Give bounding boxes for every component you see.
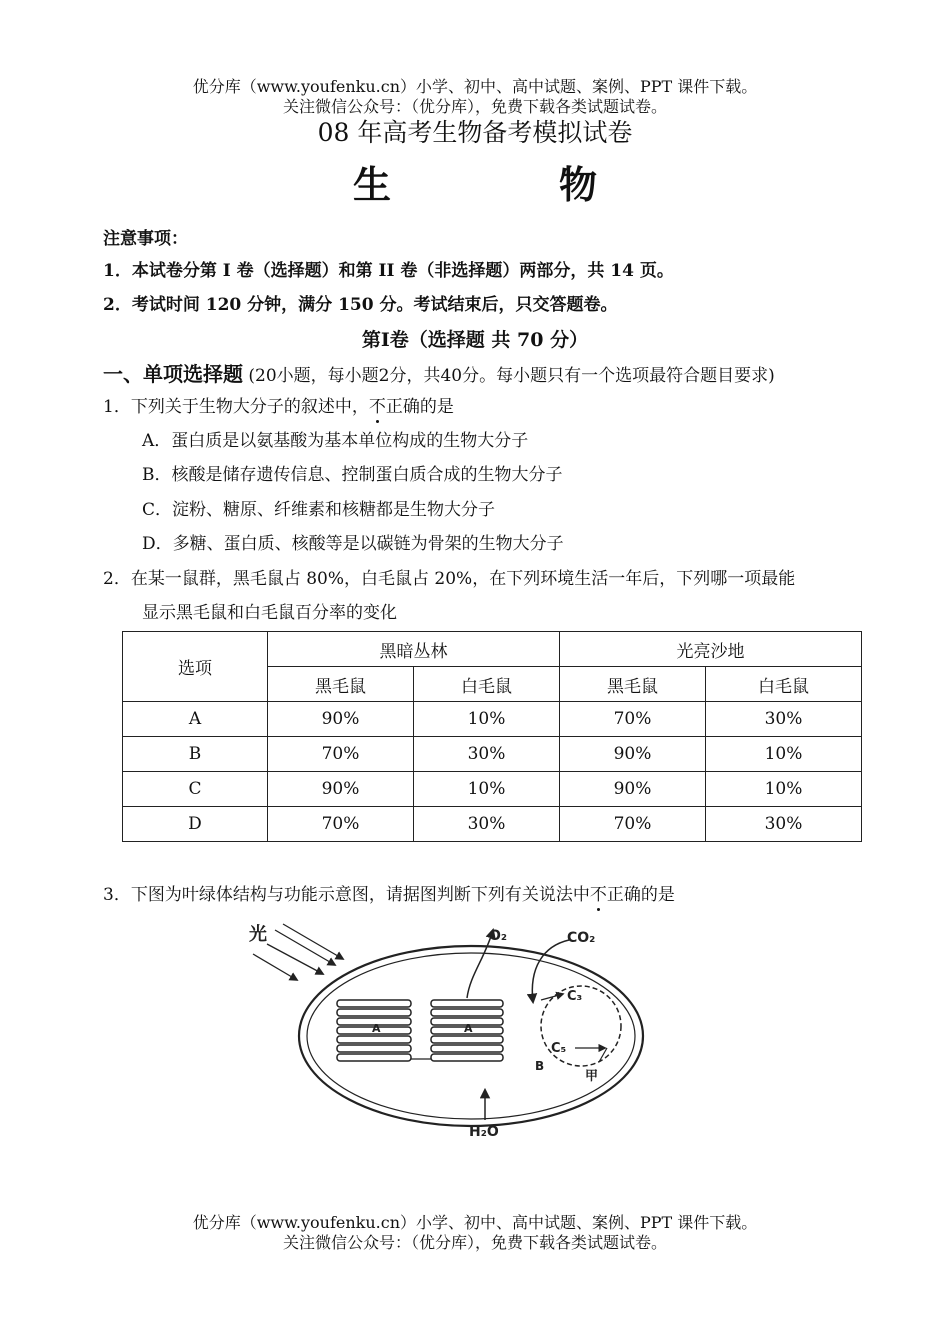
- exam-title: 08 年高考生物备考模拟试卷: [317, 118, 633, 147]
- q1-stem-after: 正确的是: [385, 397, 454, 417]
- part-note: (20小题，每小题2分，共40分。每小题只有一个选项最符合题目要求): [243, 366, 775, 386]
- label-jia: 甲: [585, 1069, 599, 1084]
- label-a-left: A: [372, 1022, 381, 1035]
- notice-item-1: 1．本试卷分第 I 卷（选择题）和第 II 卷（非选择题）两部分，共 14 页。: [103, 261, 674, 281]
- table-header-dark-forest: 黑暗丛林: [268, 632, 560, 667]
- header-line-2: 关注微信公众号：（优分库），免费下载各类试题试卷。: [282, 97, 667, 116]
- label-c3: C₃: [567, 989, 583, 1004]
- q1-option-a: A．蛋白质是以氨基酸为基本单位构成的生物大分子: [142, 431, 529, 451]
- part-heading: 一、单项选择题: [103, 362, 243, 386]
- part-heading-line: [103, 362, 775, 388]
- table-cell: C: [123, 772, 268, 807]
- label-c5: C₅: [551, 1041, 567, 1056]
- q1-option-b: B．核酸是储存遗传信息、控制蛋白质合成的生物大分子: [142, 465, 563, 485]
- table-row: [123, 702, 862, 737]
- table-subheader-white: 白毛鼠: [414, 667, 560, 702]
- table-cell: 70%: [268, 737, 414, 772]
- notice-heading: 注意事项：: [103, 229, 188, 249]
- q1-option-d: D．多糖、蛋白质、核酸等是以碳链为骨架的生物大分子: [142, 534, 564, 554]
- subject-char-1: 生: [352, 163, 391, 207]
- table-cell: 30%: [414, 807, 560, 842]
- q2-stem-line-1: 2．在某一鼠群，黑毛鼠占 80%，白毛鼠占 20%，在下列环境生活一年后，下列哪一项最能: [103, 569, 796, 589]
- header-line-1: 优分库（www.youfenku.cn）小学、初中、高中试题、案例、PPT 课件下载。: [192, 77, 758, 96]
- table-row: [123, 772, 862, 807]
- table-cell: 70%: [560, 702, 706, 737]
- table-subheader-black: 黑毛鼠: [268, 667, 414, 702]
- q1-stem-emph: 不: [368, 397, 386, 417]
- table-cell: 10%: [414, 772, 560, 807]
- label-b: B: [535, 1059, 545, 1073]
- table-header-option: 选项: [123, 632, 268, 702]
- q2-stem-line-2: 显示黑毛鼠和白毛鼠百分率的变化: [142, 603, 397, 623]
- label-a-right: A: [464, 1022, 473, 1035]
- q2-table: [122, 631, 862, 842]
- notice-item-2: 2．考试时间 120 分钟，满分 150 分。考试结束后，只交答题卷。: [103, 295, 618, 315]
- table-cell: A: [123, 702, 268, 737]
- table-cell: 30%: [706, 702, 862, 737]
- q1-stem: [103, 395, 454, 419]
- table-header-bright-sand: 光亮沙地: [560, 632, 862, 667]
- light-label: 光: [249, 924, 267, 945]
- table-cell: B: [123, 737, 268, 772]
- q3-stem-emph: 不: [589, 885, 607, 905]
- o2-arrow: [467, 930, 493, 998]
- table-cell: 70%: [560, 807, 706, 842]
- table-cell: 30%: [706, 807, 862, 842]
- table-cell: 90%: [560, 737, 706, 772]
- footer-line-2: 关注微信公众号：（优分库），免费下载各类试题试卷。: [282, 1233, 667, 1252]
- table-row: [123, 807, 862, 842]
- table-subheader-white: 白毛鼠: [706, 667, 862, 702]
- q3-stem: [103, 883, 675, 907]
- table-cell: 90%: [268, 772, 414, 807]
- co2-arrow: [532, 940, 569, 1002]
- subject-char-2: 物: [559, 163, 598, 207]
- table-subheader-black: 黑毛鼠: [560, 667, 706, 702]
- q3-stem-after: 正确的是: [606, 885, 675, 905]
- subject-title: [0, 160, 950, 210]
- q1-stem-before: 1．下列关于生物大分子的叙述中，: [103, 397, 369, 417]
- table-cell: 10%: [706, 737, 862, 772]
- label-co2: CO₂: [567, 930, 596, 946]
- table-cell: 10%: [414, 702, 560, 737]
- q1-option-c: C．淀粉、糖原、纤维素和核糖都是生物大分子: [142, 500, 496, 520]
- q3-stem-before: 3．下图为叶绿体结构与功能示意图，请据图判断下列有关说法中: [103, 885, 590, 905]
- table-cell: 70%: [268, 807, 414, 842]
- label-o2: O₂: [489, 928, 508, 944]
- table-row: [123, 737, 862, 772]
- chloroplast-diagram: [245, 920, 705, 1145]
- label-h2o: H₂O: [469, 1124, 499, 1140]
- footer-line-1: 优分库（www.youfenku.cn）小学、初中、高中试题、案例、PPT 课件下载。: [192, 1213, 758, 1232]
- table-cell: 30%: [414, 737, 560, 772]
- section-title: 第Ⅰ卷（选择题 共 70 分）: [361, 329, 589, 351]
- table-cell: 10%: [706, 772, 862, 807]
- table-cell: 90%: [560, 772, 706, 807]
- table-cell: D: [123, 807, 268, 842]
- table-cell: 90%: [268, 702, 414, 737]
